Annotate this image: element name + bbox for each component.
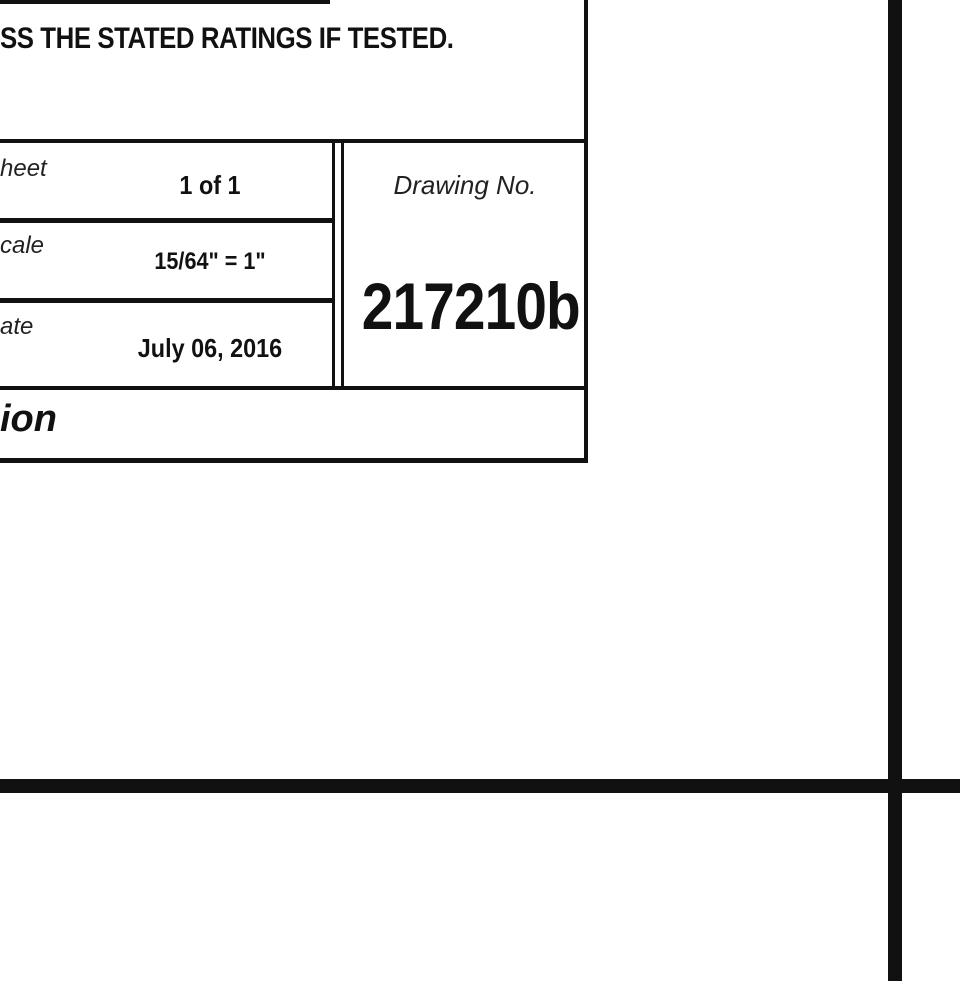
ratings-notice: SS THE STATED RATINGS IF TESTED. (0, 22, 454, 55)
title-block-bottom-border (0, 458, 588, 463)
top-rule (0, 0, 330, 4)
frame-vertical-line (888, 0, 902, 981)
scale-label: cale (0, 232, 45, 259)
sheet-label: heet (0, 155, 47, 182)
title-block-footer-text: ion (0, 398, 57, 440)
sheet-value: 1 of 1 (179, 170, 241, 200)
title-block-rule-4 (0, 386, 588, 390)
date-label: ate (0, 313, 34, 340)
scale-value: 15/64" = 1" (154, 248, 266, 275)
divider-right (341, 141, 344, 389)
drawing-number: 217210b (361, 269, 580, 343)
title-block-right-border (584, 0, 588, 463)
frame-horizontal-line (0, 779, 960, 793)
drawing-no-label: Drawing No. (393, 170, 537, 200)
divider-left (332, 141, 335, 389)
title-block-rule-2 (0, 218, 334, 223)
title-block-rule-3 (0, 298, 334, 303)
title-block-rule-1 (0, 139, 588, 143)
date-value: July 06, 2016 (137, 333, 283, 363)
